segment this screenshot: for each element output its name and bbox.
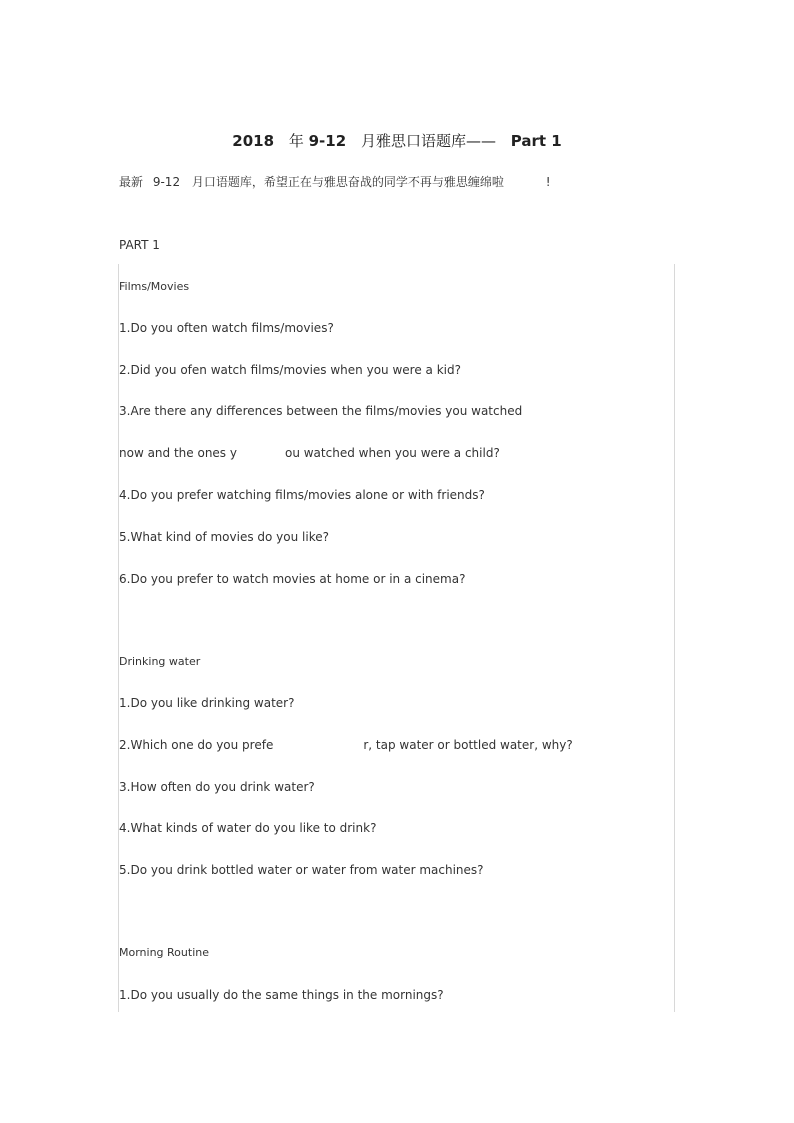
intro-exclamation: !: [545, 175, 551, 189]
question-fragment: r, tap water or bottled water, why?: [363, 738, 573, 752]
intro-line: [119, 173, 551, 190]
question: 1.Do you usually do the same things in the mornings?: [119, 988, 444, 1002]
question-fragment: ou watched when you were a child?: [284, 446, 500, 460]
question: 5.What kind of movies do you like?: [119, 530, 329, 544]
question: 2.Did you ofen watch films/movies when you were a kid?: [119, 363, 461, 377]
topic-films-movies: Films/Movies: [119, 280, 190, 293]
question-continuation: [119, 446, 500, 460]
question-fragment: 2.Which one do you prefe: [119, 738, 274, 752]
question: 4.Do you prefer watching films/movies alone or with friends?: [119, 488, 485, 502]
question: 1.Do you like drinking water?: [119, 696, 295, 710]
topic-drinking-water: Drinking water: [119, 655, 201, 668]
title-text: 月雅思口语题库——: [360, 132, 496, 150]
intro-range: 9-12: [152, 175, 181, 189]
title-part: Part 1: [510, 132, 562, 150]
topic-morning-routine: Morning Routine: [119, 946, 209, 959]
question-split: [119, 738, 573, 752]
question: 3.Are there any differences between the films/movies you watched: [119, 404, 523, 418]
question: 4.What kinds of water do you like to drink?: [119, 821, 377, 835]
question: 1.Do you often watch films/movies?: [119, 321, 334, 335]
title-year: 2018: [232, 132, 275, 150]
intro-text: 月口语题库，希望正在与雅思奋战的同学不再与雅思缠绵啦: [191, 175, 504, 189]
title-range: 9-12: [308, 132, 347, 150]
question: 5.Do you drink bottled water or water from water machines?: [119, 863, 484, 877]
question-fragment: now and the ones y: [119, 446, 237, 460]
title-nian: 年: [288, 132, 304, 150]
part-heading: PART 1: [119, 238, 160, 252]
intro-prefix: 最新: [119, 175, 144, 189]
question: 6.Do you prefer to watch movies at home or in a cinema?: [119, 572, 466, 586]
page-title: [0, 130, 794, 151]
question: 3.How often do you drink water?: [119, 780, 315, 794]
